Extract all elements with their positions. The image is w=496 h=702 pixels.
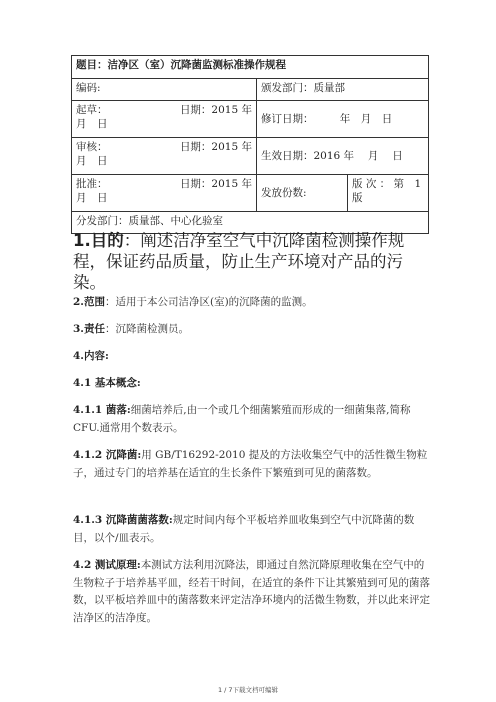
distribution-cell: 分发部门：质量部、中心化验室 <box>72 212 429 234</box>
section-test-principle <box>73 557 433 627</box>
version-cell <box>348 175 429 212</box>
document-title: 题目：洁净区（室）沉降菌监测标准操作规程 <box>72 56 429 79</box>
scope-heading: 2.范围 <box>73 296 105 308</box>
basic-concepts-heading: 4.1 基本概念: <box>73 377 141 389</box>
purpose-number: 1. <box>73 231 91 250</box>
section-content <box>73 348 433 366</box>
version-line2: 版 <box>352 192 363 204</box>
responsibility-text: ：沉降菌检测员。 <box>104 323 189 335</box>
section-scope <box>73 294 433 312</box>
review-date: 日期：2015 年 <box>179 141 252 153</box>
code-label: 编码: <box>72 79 257 101</box>
review-cell <box>72 138 257 175</box>
settling-bacteria-heading: 4.1.2 沉降菌: <box>73 449 142 461</box>
review-label: 审核： <box>76 141 108 153</box>
effective-date-cell: 生效日期：2016 年 月 日 <box>257 138 429 175</box>
draft-label: 起草： <box>76 104 108 116</box>
test-principle-heading: 4.2 测试原理: <box>73 559 141 571</box>
issuer-cell: 颁发部门：质量部 <box>257 79 429 101</box>
approve-cell <box>72 175 257 212</box>
draft-date: 日期：2015 年 <box>179 104 252 116</box>
section-responsibility <box>73 321 433 339</box>
review-date-md: 月 日 <box>76 155 108 167</box>
approve-date: 日期：2015 年 <box>179 178 252 190</box>
responsibility-heading: 3.责任 <box>73 323 105 335</box>
approve-label: 批准： <box>76 178 108 190</box>
section-settling-bacteria <box>73 447 433 482</box>
test-principle-text: 本测试方法利用沉降法，即通过自然沉降原理收集在空气中的生物粒子于培养基平皿，经若干时间，在适宜的条件下让其繁殖到可见的菌落数，以平板培养皿中的菌落数来评定洁净环境内的活微生物数，并以此来评定洁净区的洁净度。 <box>73 559 430 624</box>
version-line1: 版 次 ： 第 1 <box>352 178 422 190</box>
scope-text: ：适用于本公司洁净区(室)的沉降菌的监测。 <box>104 296 313 308</box>
content-heading: 4.内容: <box>73 350 109 362</box>
revision-date-cell: 修订日期： 年 月 日 <box>257 101 429 138</box>
colony-text: 细菌培养后,由一个或几个细菌繁殖而形成的一细菌集落,简称 CFU.通常用个数表示。 <box>73 404 411 434</box>
page-footer: 1 / 7下载文档可编辑 <box>217 686 279 694</box>
section-purpose <box>73 230 433 293</box>
copies-cell: 发放份数: <box>257 175 348 212</box>
purpose-heading: 目的 <box>90 231 124 250</box>
purpose-text: ：阐述洁净室空气中沉降菌检测操作规程，保证药品质量，防止生产环境对产品的污染。 <box>73 231 405 292</box>
settling-bacteria-text: 用 GB/T16292-2010 提及的方法收集空气中的活性微生物粒子，通过专门的培养基在适宜的生长条件下繁殖到可见的菌落数。 <box>73 449 428 479</box>
section-colony <box>73 402 433 437</box>
approve-date-md: 月 日 <box>76 192 108 204</box>
section-basic-concepts <box>73 375 433 393</box>
header-table <box>71 55 429 234</box>
colony-heading: 4.1.1 菌落: <box>73 404 131 416</box>
draft-date-md: 月 日 <box>76 118 108 130</box>
colony-count-heading: 4.1.3 沉降菌菌落数: <box>73 514 173 526</box>
section-colony-count <box>73 512 433 547</box>
colony-count-text: 规定时间内每个平板培养皿收集到空气中沉降菌的数目，以个/皿表示。 <box>73 514 415 544</box>
draft-cell <box>72 101 257 138</box>
